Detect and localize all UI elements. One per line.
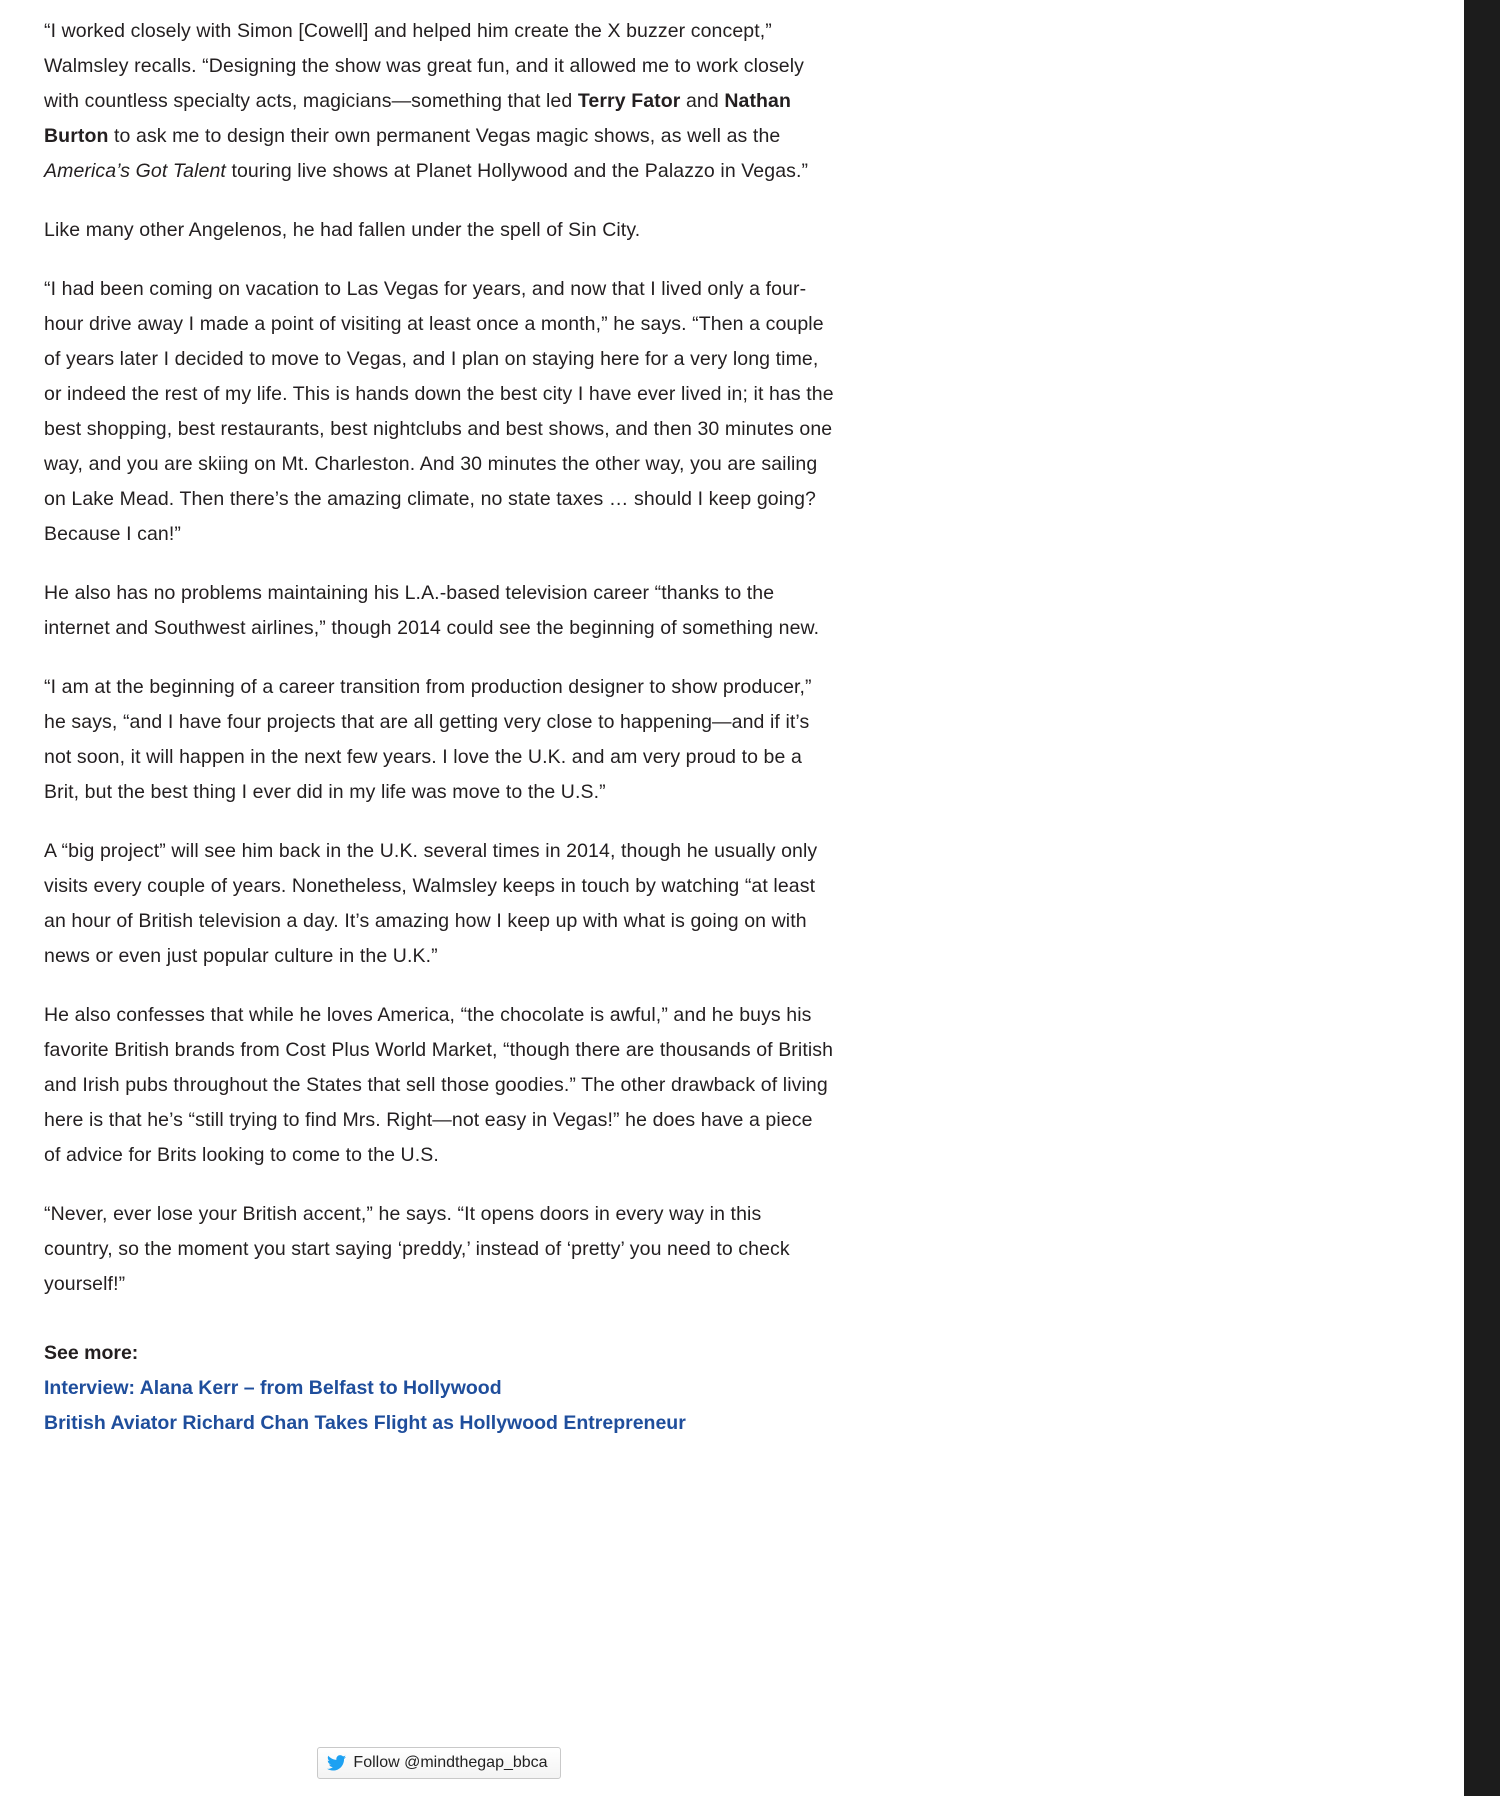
paragraph-text: to ask me to design their own permanent Vegas magic shows, as well as the (108, 125, 781, 147)
paragraph: “I am at the beginning of a career transition from production designer to show producer,” he says, “and I have four projects that are all getting very close to happening—and if it’s not soon, it will happen in the next few years. I love the U.K. and am very proud to be a Brit, but the best thing I ever did in my life was move to the U.S.” (44, 676, 812, 803)
paragraph: “I had been coming on vacation to Las Vegas for years, and now that I lived only a four-hour drive away I made a point of visiting at least once a month,” he says. “Then a couple of years later I decided to move to Vegas, and I plan on staying here for a very long time, or indeed the rest of my life. This is hands down the best city I have ever lived in; it has the best shopping, best restaurants, best nightclubs and best shows, and then 30 minutes one way, and you are skiing on Mt. Charleston. And 30 minutes the other way, you are sailing on Lake Mead. Then there’s the amazing climate, no state taxes … should I keep going? Because I can!” (44, 278, 834, 545)
paragraph (44, 14, 834, 189)
paragraph-text: and (680, 90, 725, 112)
person-name-terry-fator: Terry Fator (577, 90, 681, 112)
twitter-bird-icon (327, 1755, 346, 1771)
paragraph: Like many other Angelenos, he had fallen under the spell of Sin City. (44, 219, 641, 241)
twitter-follow-button[interactable] (317, 1747, 560, 1779)
twitter-follow-label: Follow @mindthegap_bbca (353, 1754, 548, 1771)
see-more-link-alana-kerr[interactable]: Interview: Alana Kerr – from Belfast to Hollywood (44, 1377, 502, 1399)
show-title-agt: America’s Got Talent (44, 160, 226, 182)
right-gutter (834, 0, 1464, 1796)
see-more-link-richard-chan[interactable]: British Aviator Richard Chan Takes Flight as Hollywood Entrepreneur (44, 1412, 686, 1434)
page-right-edge (1464, 0, 1500, 1796)
paragraph-text: “I worked closely with Simon [Cowell] and helped him create the X buzzer concept,” Walmsley recalls. “Designing the show was great fun, and it allowed me to work closely with countless specialty acts, magicians—something that led (44, 20, 805, 112)
paragraph: He also confesses that while he loves America, “the chocolate is awful,” and he buys his favorite British brands from Cost Plus World Market, “though there are thousands of British and Irish pubs throughout the States that sell those goodies.” The other drawback of living here is that he’s “still trying to find Mrs. Right—not easy in Vegas!” he does have a piece of advice for Brits looking to come to the U.S. (44, 1004, 834, 1166)
person-name-nathan-burton: Nathan Burton (44, 90, 792, 147)
see-more-heading: See more: (44, 1342, 139, 1364)
paragraph-text: touring live shows at Planet Hollywood and the Palazzo in Vegas.” (225, 160, 809, 182)
paragraph: He also has no problems maintaining his L.A.-based television career “thanks to the internet and Southwest airlines,” though 2014 could see the beginning of something new. (44, 582, 820, 639)
paragraph: A “big project” will see him back in the U.K. several times in 2014, though he usually only visits every couple of years. Nonetheless, Walmsley keeps in touch by watching “at least an hour of British television a day. It’s amazing how I keep up with what is going on with news or even just popular culture in the U.K.” (44, 840, 818, 967)
article-body (44, 0, 834, 1441)
follow-button-container (44, 1747, 834, 1779)
paragraph: “Never, ever lose your British accent,” he says. “It opens doors in every way in this country, so the moment you start saying ‘preddy,’ instead of ‘pretty’ you need to check yourself!” (44, 1203, 790, 1295)
